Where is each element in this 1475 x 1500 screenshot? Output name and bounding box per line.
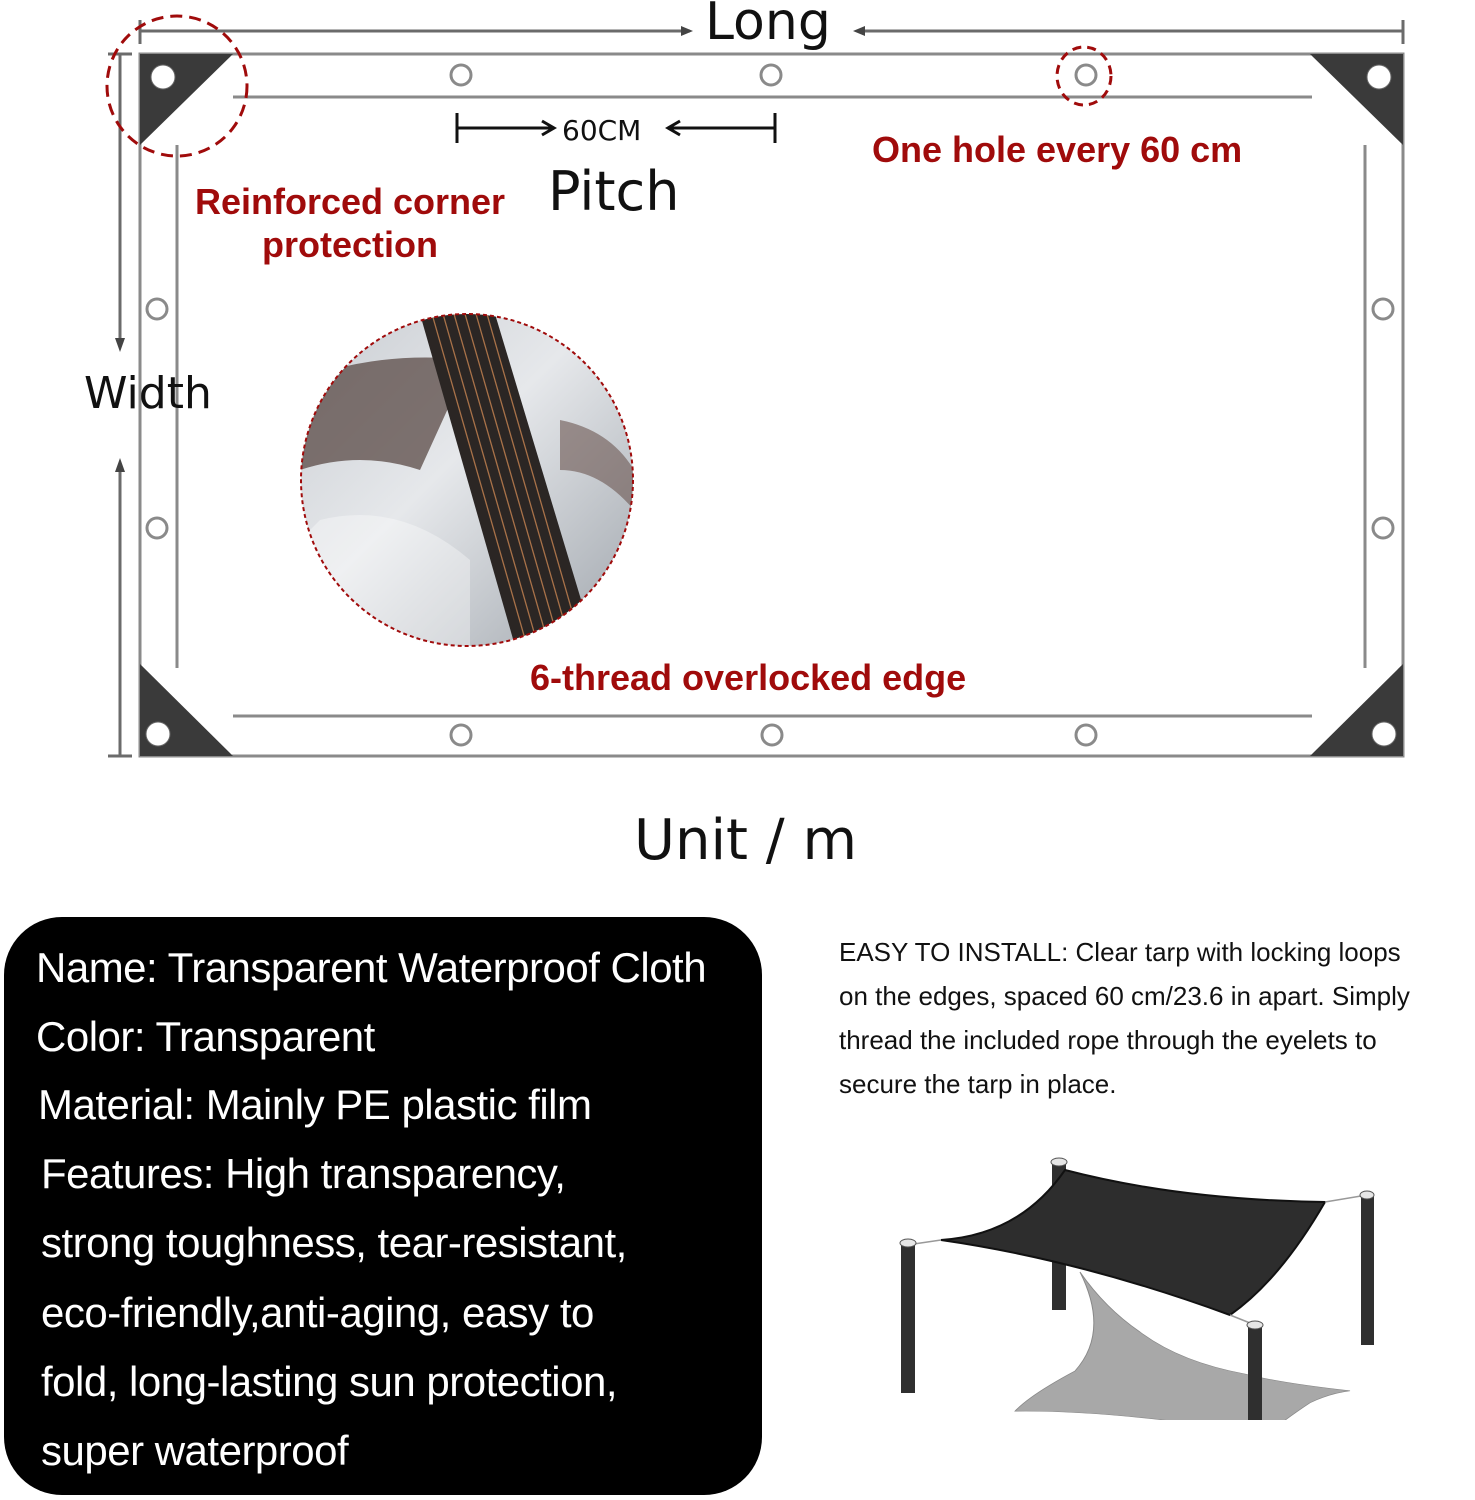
- info-features-line-1: Features: High transparency,: [41, 1150, 566, 1197]
- easy-install-description: [839, 930, 1475, 1106]
- info-features-line-3: eco-friendly,anti-aging, easy to: [41, 1289, 594, 1336]
- info-features-line-4: fold, long-lasting sun protection,: [41, 1358, 618, 1405]
- overlocked-edge-detail-photo: [300, 314, 634, 646]
- corner-callout-line-2: protection: [262, 224, 438, 265]
- product-info-box: [4, 917, 762, 1495]
- info-features-line-5: super waterproof: [41, 1427, 349, 1474]
- pitch-value-label: 60CM: [562, 114, 642, 147]
- shade-sail-installation-illustration: [880, 1140, 1440, 1420]
- overlocked-edge-callout: 6-thread overlocked edge: [530, 657, 967, 698]
- install-line-4: secure the tarp in place.: [839, 1069, 1117, 1099]
- width-dimension-label: Width: [84, 368, 212, 419]
- install-line-2: on the edges, spaced 60 cm/23.6 in apart. Simply: [839, 981, 1410, 1011]
- info-color-line: Color: Transparent: [36, 1013, 375, 1060]
- unit-label: Unit / m: [634, 808, 858, 873]
- install-line-1: EASY TO INSTALL: Clear tarp with locking loops: [839, 937, 1401, 967]
- info-features-line-2: strong toughness, tear-resistant,: [41, 1219, 627, 1266]
- corner-protection-callout: [160, 180, 540, 266]
- hole-spacing-callout: One hole every 60 cm: [872, 129, 1243, 170]
- install-line-3: thread the included rope through the eyelets to: [839, 1025, 1377, 1055]
- long-dimension-label: Long: [705, 0, 831, 52]
- info-material-line: Material: Mainly PE plastic film: [38, 1081, 592, 1128]
- corner-callout-line-1: Reinforced corner: [194, 181, 506, 222]
- info-name-line: Name: Transparent Waterproof Cloth: [36, 944, 707, 991]
- pitch-label: Pitch: [548, 160, 680, 223]
